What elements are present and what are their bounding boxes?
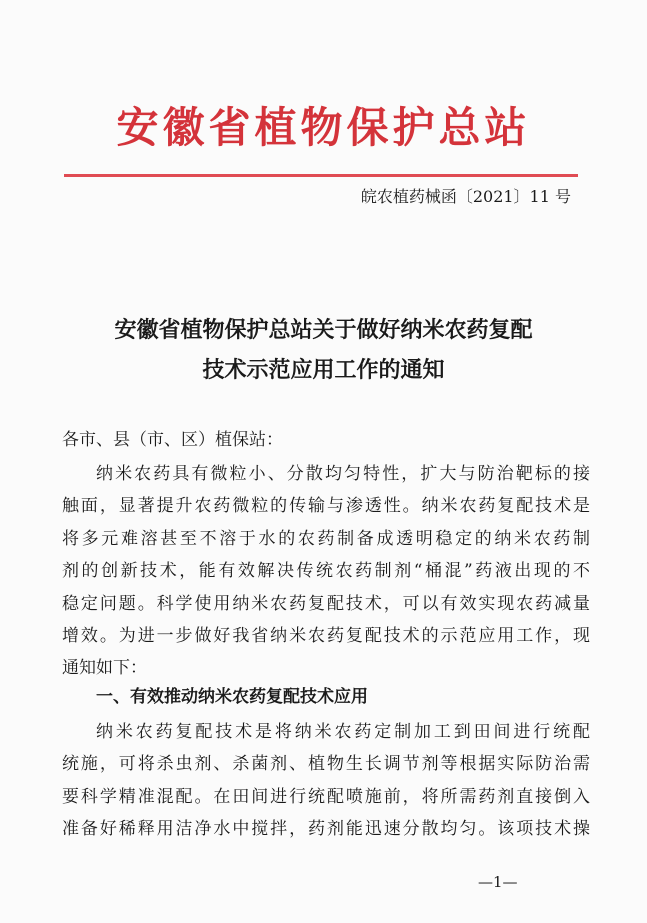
section-1-paragraph-line: 要科学精准混配。在田间进行统配喷施前，将所需药剂直接倒入 [62,786,590,807]
intro-paragraph-line: 剂的创新技术，能有效解决传统农药制剂“桶混”药液出现的不 [62,561,590,582]
addressee-line: 各市、县（市、区）植保站： [62,430,283,450]
intro-paragraph-line: 通知如下： [62,658,147,679]
intro-paragraph [62,458,590,685]
document-title [0,310,647,390]
intro-paragraph-line: 增效。为进一步做好我省纳米农药复配技术的示范应用工作，现 [62,626,590,647]
section-1-paragraph-line: 准备好稀释用洁净水中搅拌，药剂能迅速分散均匀。该项技术操 [62,819,590,840]
intro-paragraph-line: 稳定问题。科学使用纳米农药复配技术，可以有效实现农药减量 [62,593,590,614]
page-number: —1— [478,873,518,891]
section-1-paragraph-line: 纳米农药复配技术是将纳米农药定制加工到田间进行统配 [96,722,590,742]
intro-paragraph-line: 触面，显著提升农药微粒的传输与渗透性。纳米农药复配技术是 [62,496,590,517]
document-title-line-1: 安徽省植物保护总站关于做好纳米农药复配 [114,317,533,343]
section-1-heading: 一、有效推动纳米农药复配技术应用 [96,687,368,707]
document-title-line-2: 技术示范应用工作的通知 [202,357,445,383]
section-1-paragraph [62,716,590,846]
intro-paragraph-line: 纳米农药具有微粒小、分散均匀特性，扩大与防治靶标的接 [96,464,590,484]
issuing-organization-header: 安徽省植物保护总站 [116,103,531,152]
intro-paragraph-line: 将多元难溶甚至不溶于水的农药制备成透明稳定的纳米农药制 [62,528,590,549]
red-separator-line [64,174,578,177]
document-number: 皖农植药械函〔2021〕11 号 [360,187,571,206]
section-1-paragraph-line: 统施，可将杀虫剂、杀菌剂、植物生长调节剂等根据实际防治需 [62,754,590,775]
